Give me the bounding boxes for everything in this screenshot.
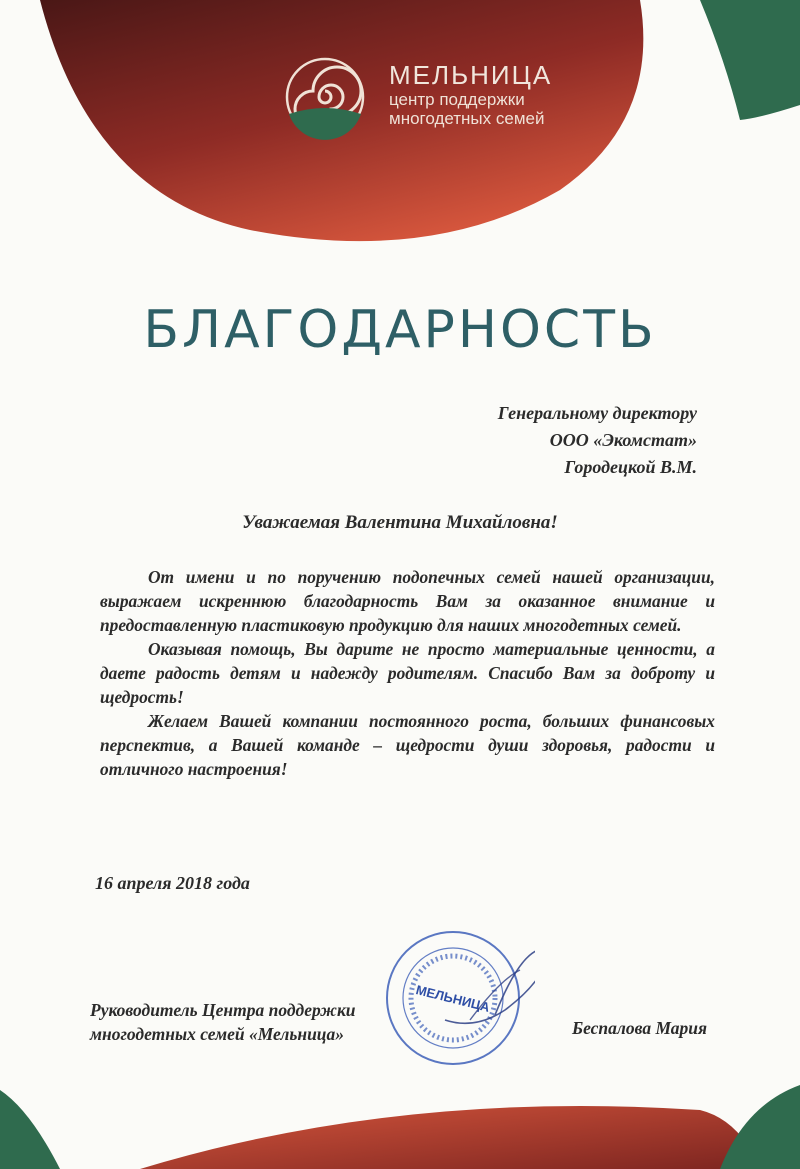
- body-paragraph-1: От имени и по поручению подопечных семей нашей организации, выражаем искреннюю благодарность Вам за оказанное внимание и предоставленную пластиковую продукцию для наших многодетных семей.: [100, 567, 715, 635]
- addressee-position: Генеральному директору: [497, 403, 697, 423]
- mill-spiral-logo-icon: [277, 52, 377, 142]
- signatory-position: [90, 998, 356, 1046]
- letter-date: 16 апреля 2018 года: [95, 873, 250, 893]
- letter-body: [100, 565, 715, 781]
- logo-subtitle-line1: центр поддержки: [389, 90, 525, 109]
- body-paragraph-3: Желаем Вашей компании постоянного роста, больших финансовых перспектив, а Вашей команде – щедрости души здоровья, радости и отличного настроения!: [100, 711, 715, 779]
- logo-subtitle-line2: многодетных семей: [389, 109, 545, 128]
- body-paragraph-2: Оказывая помощь, Вы дарите не просто материальные ценности, а даете радость детям и надежду родителям. Спасибо Вам за доброту и щедрость!: [100, 639, 715, 707]
- salutation: Уважаемая Валентина Михайловна!: [242, 512, 558, 533]
- signatory-position-line1: Руководитель Центра поддержки: [90, 1000, 356, 1020]
- logo-name: МЕЛЬНИЦА: [389, 60, 553, 90]
- document-title: БЛАГОДАРНОСТЬ: [143, 300, 657, 360]
- signatory-position-line2: многодетных семей «Мельница»: [90, 1024, 345, 1044]
- stamp-center-text: МЕЛЬНИЦА: [414, 982, 492, 1015]
- addressee-name: Городецкой В.М.: [564, 457, 697, 477]
- addressee-company: ООО «Экомстат»: [549, 430, 697, 450]
- addressee-block: [498, 400, 697, 481]
- signatory-name: Беспалова Мария: [572, 1018, 708, 1038]
- official-stamp: [375, 920, 535, 1070]
- organization-logo: [277, 52, 577, 142]
